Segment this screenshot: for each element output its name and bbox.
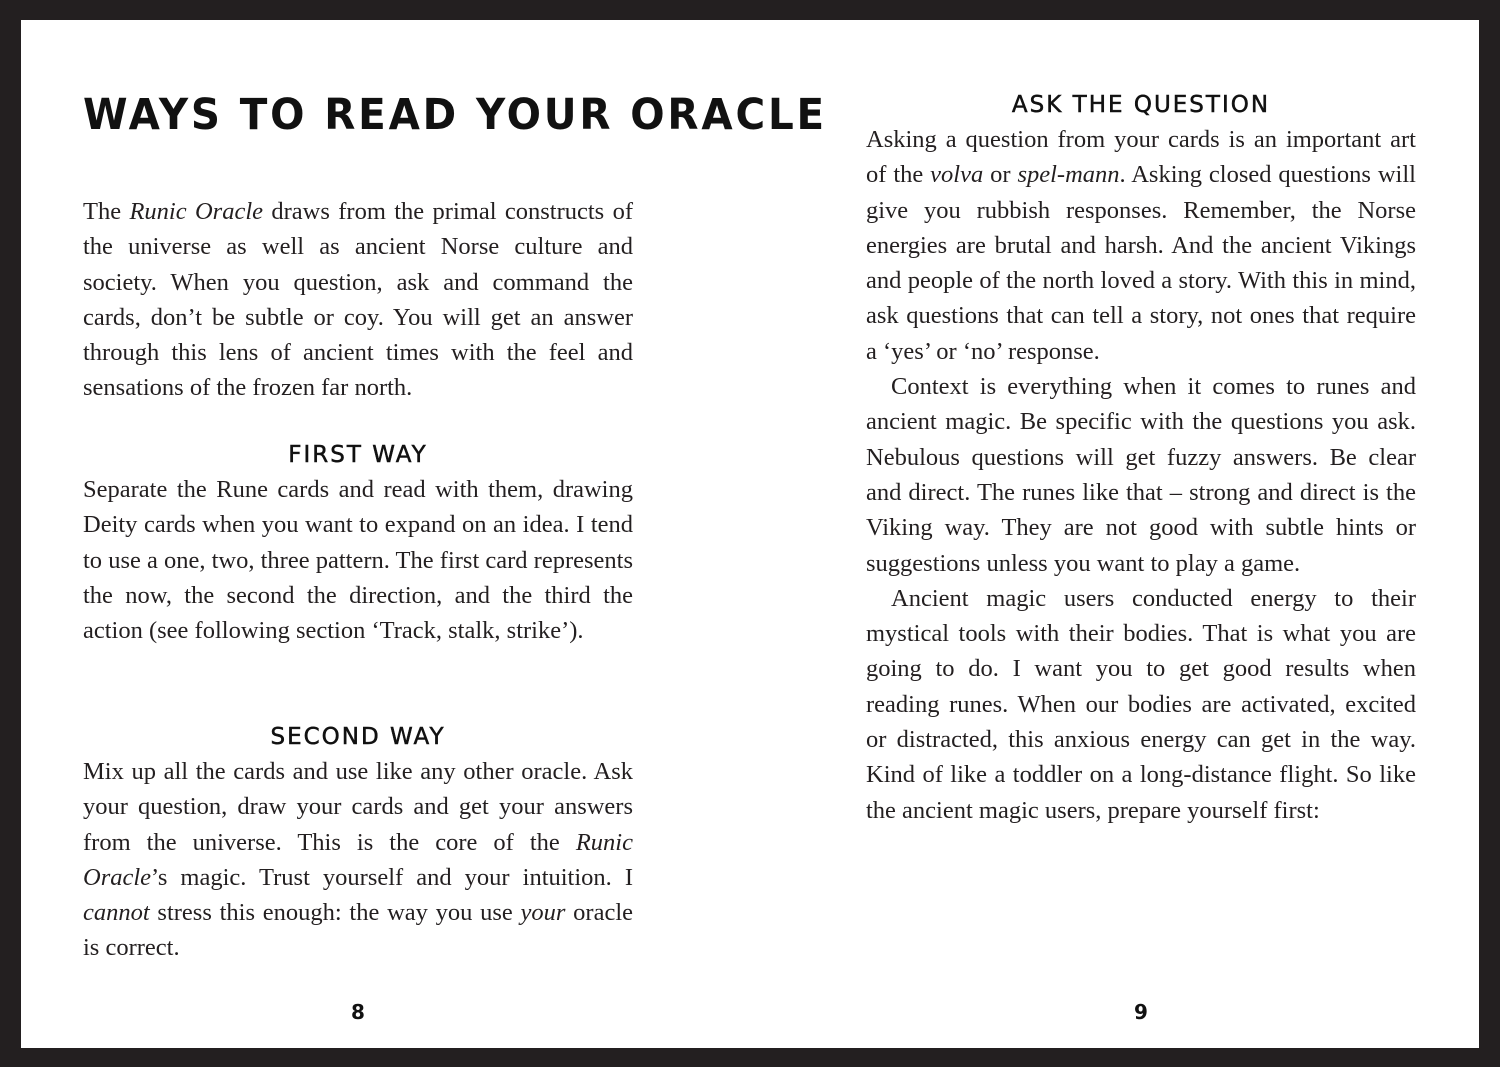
para1-text-2: or <box>983 161 1018 189</box>
intro-block <box>83 194 633 406</box>
intro-text-rest: draws from the primal constructs of the universe as well as ancient Norse culture and society. When you question, ask and command the cards, don’t be subtle or coy. You will get an answer through this lens of ancient times with the feel and sensations of the frozen far north. <box>83 198 633 402</box>
second-way-text-4: oracle is correct. <box>83 899 633 962</box>
second-way-emphasis-3: your <box>520 899 566 927</box>
first-way-paragraph: Separate the Rune cards and read with them, drawing Deity cards when you want to expand on an idea. I tend to use a one, two, three pattern. The first card represents the now, the second the direction, and the third the action (see following section ‘Track, stalk, strike’). <box>83 476 633 645</box>
ask-question-paragraph-3: Ancient magic users conducted energy to their mystical tools with their bodies. That is what you are going to do. I want you to get good results when reading runes. When our bodies are activated, excited or distracted, this anxious energy can get in the way. Kind of like a toddler on a long-distance flight. So like the ancient magic users, prepare yourself first: <box>866 584 1416 824</box>
second-way-heading: SECOND WAY <box>270 724 446 750</box>
first-way-heading: FIRST WAY <box>288 442 428 468</box>
page-title: WAYS TO READ YOUR ORACLE <box>83 90 827 140</box>
page-number-right: 9 <box>1134 1000 1148 1024</box>
second-way-paragraph <box>83 754 633 966</box>
para1-emphasis-1: volva <box>930 161 984 189</box>
ask-question-heading: ASK THE QUESTION <box>1011 92 1271 118</box>
para1-text-3: . Asking closed questions will give you rubbish responses. Remember, the Norse energies are brutal and harsh. And the ancient Vikings and people of the north loved a story. With this in mind, ask questions that can tell a story, not ones that require a ‘yes’ or ‘no’ response. <box>866 161 1416 365</box>
intro-text-emphasis: Runic Oracle <box>129 198 264 225</box>
second-way-text-2: ’s magic. Trust yourself and your intuition. I <box>151 863 633 891</box>
para1-text-1: Asking a question from your cards is an important art of the <box>866 126 1416 189</box>
ask-question-paragraph-1 <box>866 122 1416 369</box>
first-way-section <box>83 438 633 648</box>
second-way-emphasis-2: cannot <box>83 899 150 927</box>
ask-question-paragraph-2: Context is everything when it comes to runes and ancient magic. Be specific with the questions you ask. Nebulous questions will get fuzzy answers. Be clear and direct. The runes like that – strong and direct is the Viking way. They are not good with subtle hints or suggestions unless you want to play a game. <box>866 373 1416 577</box>
intro-text-start: The <box>83 198 130 225</box>
intro-paragraph <box>83 194 633 406</box>
second-way-text-1: Mix up all the cards and use like any other oracle. Ask your question, draw your cards and get your answers from the universe. This is the core of the <box>83 758 633 856</box>
page-number-left: 8 <box>351 1000 365 1024</box>
para1-emphasis-2: spel-mann <box>1017 161 1120 189</box>
book-spread <box>21 20 1479 1048</box>
second-way-section <box>83 720 633 966</box>
second-way-text-3: stress this enough: the way you use <box>149 899 521 927</box>
right-page <box>866 20 1416 1048</box>
ask-question-section <box>866 88 1416 828</box>
second-way-emphasis-1: Runic Oracle <box>83 828 633 891</box>
left-page <box>83 20 827 1048</box>
